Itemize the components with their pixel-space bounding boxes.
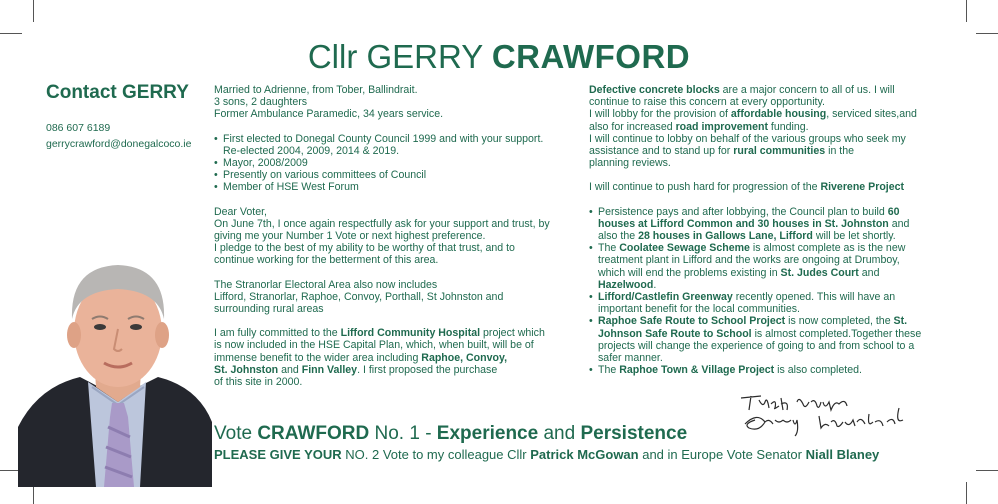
crop-mark [0,33,22,34]
list-item: • Mayor, 2008/2009 [214,157,584,169]
list-item: • Presently on various committees of Council [214,169,584,181]
letter-line: On June 7th, I once again respectfully ask for your support and trust, by [214,217,550,230]
crop-mark [976,33,998,34]
bio-line: Former Ambulance Paramedic, 34 years service. [214,108,444,121]
letter-line: The Stranorlar Electoral Area also now includes [214,278,438,291]
crop-mark [966,0,967,22]
list-item: • Raphoe Safe Route to School Project is now completed, the St. Johnson Safe Route to School is almost completed.Together these projects will change the experience of going to and from school to a safer manner. [589,315,949,364]
list-item: • Member of HSE West Forum [214,181,584,193]
letter-line: of this site in 2000. [214,376,303,389]
achievements-list [589,206,949,377]
letter-line: giving me your Number 1 Vote or next highest preference. [214,230,486,243]
candidate-photo [18,237,212,487]
bio-line: 3 sons, 2 daughters [214,96,308,109]
title-prefix: Cllr GERRY [307,38,492,75]
letter-line: immense benefit to the wider area including Raphoe, Convoy, [214,351,508,364]
right-column [589,84,949,376]
contact-phone: 086 607 6189 [46,122,111,134]
bio-line: Married to Adrienne, from Tober, Ballindrait. [214,84,418,96]
page-title [0,38,998,76]
vote-line-secondary: PLEASE GIVE YOUR NO. 2 Vote to my colleague Cllr Patrick McGowan and in Europe Vote Senator Niall Blaney [214,447,880,462]
crop-mark [966,482,967,504]
right-line: also for increased road improvement funding. [589,120,809,133]
right-line: planning reviews. [589,157,671,170]
letter-line: is now included in the HSE Capital Plan, which, when built, will be of [214,339,534,352]
contact-email: gerrycrawford@donegalcoco.ie [46,138,192,150]
letter-line: surrounding rural areas [214,303,324,316]
title-surname: CRAWFORD [491,38,691,75]
middle-column [214,84,584,388]
vote-line-primary: Vote CRAWFORD No. 1 - Experience and Persistence [214,423,688,444]
list-item: • Persistence pays and after lobbying, the Council plan to build 60 houses at Lifford Common and 30 houses in St. Johnston and also the 28 houses in Gallows Lane, Lifford will be let shortly. [589,206,949,243]
record-reelected: Re-elected 2004, 2009, 2014 & 2019. [223,144,400,157]
record-text: First elected to Donegal County Council 1999 and with your support. [223,132,544,145]
letter-line: continue working for the betterment of this area. [214,254,439,267]
contact-heading: Contact GERRY [46,82,189,103]
handwritten-signature [735,388,955,440]
crop-mark [33,0,34,22]
record-list [214,133,584,194]
signature [735,388,955,440]
right-line: assistance and to stand up for rural communities in the [589,145,854,158]
list-item: • Lifford/Castlefin Greenway recently opened. This will have an important benefit for the local communities. [589,291,949,315]
letter-line: Lifford, Stranorlar, Raphoe, Convoy, Porthall, St Johnston and [214,290,504,303]
portrait-illustration [18,237,212,487]
letter-greeting: Dear Voter, [214,205,267,218]
right-line: I will lobby for the provision of affordable housing, serviced sites,and [589,108,917,121]
list-item: • The Coolatee Sewage Scheme is almost complete as is the new treatment plant in Lifford and the works are ongoing at Drumboy, which will end the problems existing in St. Judes Court and Hazelwood. [589,242,949,291]
letter-line: I am fully committed to the Lifford Community Hospital project which [214,327,545,340]
crop-mark [976,470,998,471]
list-item [214,133,584,157]
right-line: I will continue to push hard for progression of the Riverene Project [589,181,905,194]
list-item: • The Raphoe Town & Village Project is also completed. [589,364,949,376]
right-line: I will continue to lobby on behalf of the various groups who seek my [589,132,906,145]
letter-line: I pledge to the best of my ability to be worthy of that trust, and to [214,242,515,255]
right-line: Defective concrete blocks are a major concern to all of us. I will [589,84,895,96]
right-line: continue to raise this concern at every opportunity. [589,96,825,109]
letter-line: St. Johnston and Finn Valley. I first proposed the purchase [214,363,498,376]
